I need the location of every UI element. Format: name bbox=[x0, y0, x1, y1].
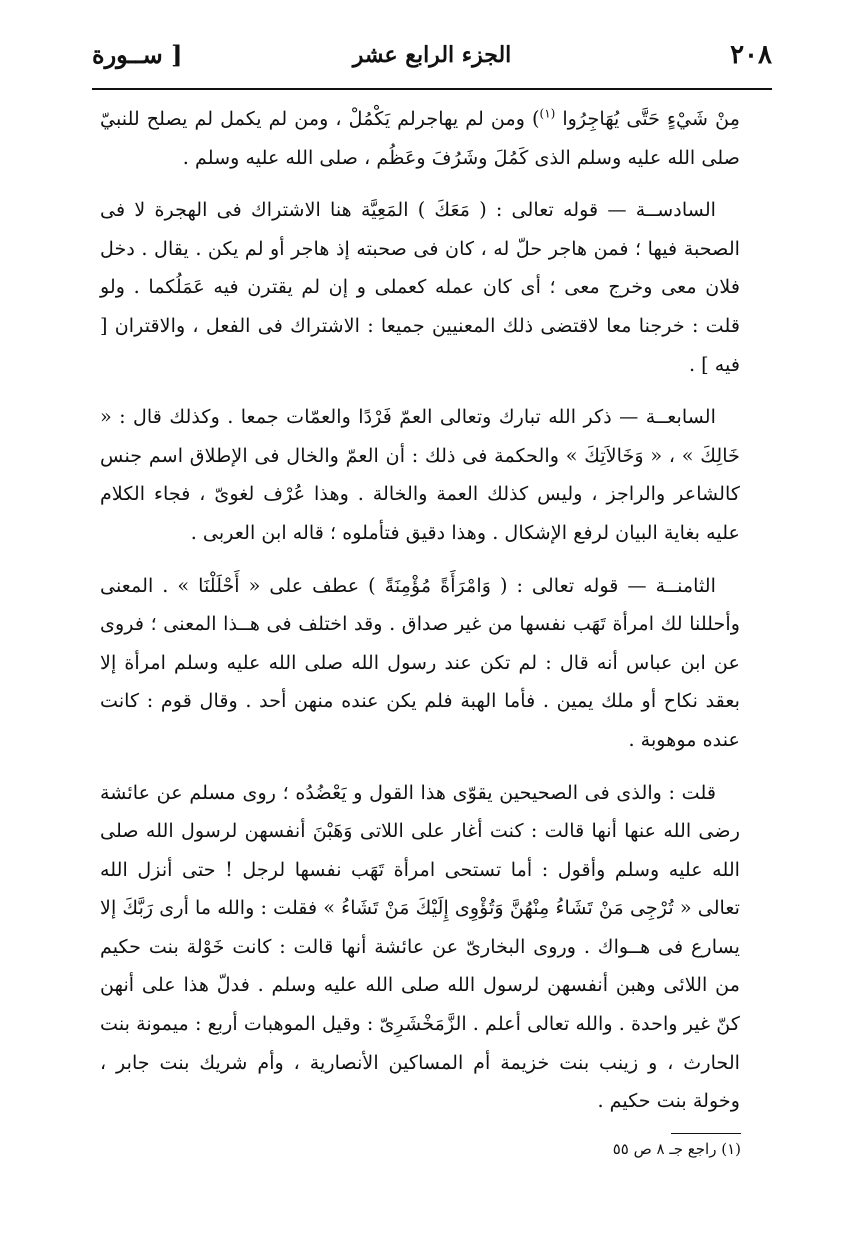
paragraph-seventh-point bbox=[100, 398, 740, 552]
paragraph-sixth-point bbox=[100, 191, 740, 384]
header-divider bbox=[92, 88, 772, 90]
footnote-divider bbox=[671, 1133, 741, 1134]
paragraph-text: السادســة — قوله تعالى : ( مَعَكَ ) المَعِيَّة هنا الاشتراك فى الهجرة لا فى الصحبة فيها ؛ فمن هاجر حلّ له ، كان فى صحبته إذ هاجر أو لم يكن . يقال . دخل فلان معى وخرج معى ؛ أى كان عمله كعملى و إن لم يقترن فيه عَمَلُكما . ولو قلت : خرجنا معا لاقتضى ذلك المعنيين جميعا : الاشتراك فى الفعل ، والاقتران [ فيه ] . bbox=[100, 198, 740, 376]
paragraph-continuation bbox=[100, 100, 740, 177]
paragraph-commentary bbox=[100, 774, 740, 1121]
running-title: الجزء الرابع عشر bbox=[352, 42, 512, 68]
paragraph-text: السابعــة — ذكر الله تبارك وتعالى العمّ فَرْدًا والعمّات جمعا . وكذلك قال : « خَالِكَ » ، « وَخَالاَتِكَ » والحكمة فى ذلك : أن العمّ والخال فى الإطلاق اسم جنس كالشاعر والراجز ، وليس كذلك العمة والخالة . وهذا عُرْف لغوىّ ، فجاء الكلام عليه بغاية البيان لرفع الإشكال . وهذا دقيق فتأملوه ؛ قاله ابن العربى . bbox=[100, 405, 740, 544]
paragraph-eighth-point bbox=[100, 567, 740, 760]
paragraph-text: الثامنــة — قوله تعالى : ( وَامْرَأَةً مُؤْمِنَةً ) عطف على « أَحْلَلْنَا » . المعنى وأحللنا لك امرأة تَهَب نفسها من غير صداق . وقد اختلف فى هــذا المعنى ؛ فروى عن ابن عباس أنه قال : لم تكن عند رسول الله صلى الله عليه وسلم امرأة إلا بعقد نكاح أو ملك يمين . فأما الهبة فلم يكن عنده منهن أحد . وقال قوم : كانت عنده موهوبة . bbox=[100, 573, 740, 751]
page-number: ٢٠٨ bbox=[730, 40, 772, 70]
paragraph-text: قلت : والذى فى الصحيحين يقوّى هذا القول و يَعْضُدُه ؛ روى مسلم عن عائشة رضى الله عنها أنها قالت : كنت أغار على اللاتى وَهَبْنَ أنفسهن لرسول الله صلى الله عليه وسلم وأقول : أما تستحى امرأة تَهَب نفسها لرجل ! حتى أنزل الله تعالى « تُرْجِى مَنْ تَشَاءُ مِنْهُنَّ وَتُؤْوِى إِلَيْكَ مَنْ تَشَاءُ » فقلت : والله ما أرى رَبَّكَ إلا يسارع فى هــواك . وروى البخارىّ عن عائشة أنها قالت : كانت خَوْلة بنت حكيم من اللائى وهبن أنفسهن لرسول الله صلى الله عليه وسلم . فدلّ هذا على أنهن كنّ غير واحدة . والله تعالى أعلم . الزَّمَخْشَرِىّ : وقيل الموهبات أربع : ميمونة بنت الحارث ، و زينب بنت خزيمة أم المساكين الأنصارية ، وأم شريك بنت جابر ، وخولة بنت حكيم . bbox=[100, 780, 740, 1113]
paragraph-text: مِنْ شَيْءٍ حَتَّى يُهَاجِرُوا $^{(١)}$) ومن لم يهاجرلم يَكْمُلْ ، ومن لم يكمل لم يصلح للنبيّ صلى الله عليه وسلم الذى كَمُلَ وشَرُفَ وعَظُم ، صلى الله عليه وسلم . bbox=[100, 106, 741, 169]
footnote-reference: (١) bbox=[539, 106, 556, 121]
page-body bbox=[100, 100, 740, 1135]
page-header bbox=[92, 38, 772, 82]
footnote: (١) راجع جـ ٨ ص ٥٥ bbox=[612, 1140, 741, 1158]
surah-label: [ ســورة bbox=[92, 40, 183, 69]
